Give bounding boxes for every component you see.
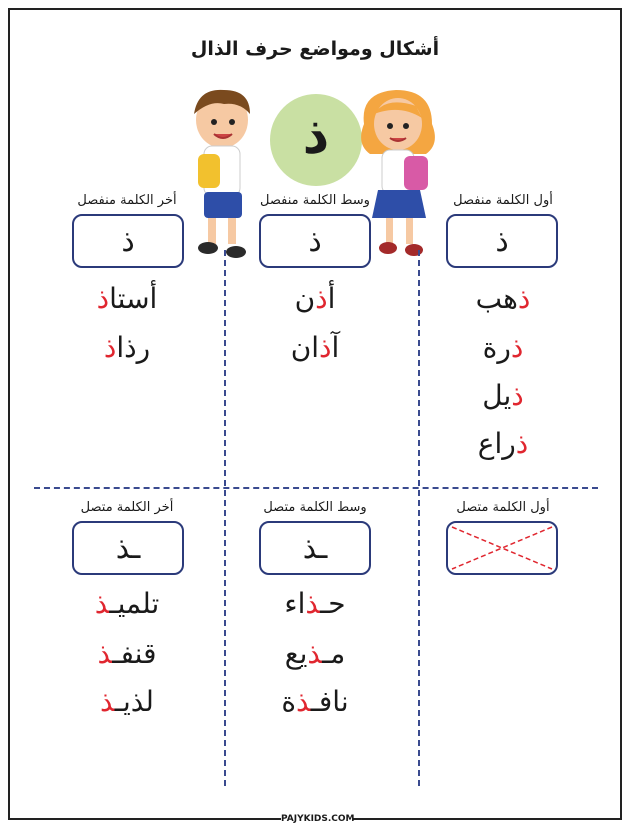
word-first-separate-4: ذراع [477, 427, 529, 460]
label-middle-connected: وسط الكلمة متصل [263, 500, 367, 515]
word-last-connected-2: قنفـذ [97, 637, 157, 670]
word-last-connected-1: تلميـذ [94, 587, 160, 620]
page-title: أشكال ومواضع حرف الذال [190, 38, 440, 60]
column-divider-left [224, 250, 226, 786]
label-middle-separate: وسط الكلمة منفصل [260, 193, 370, 208]
box-middle-connected: ـذ [259, 521, 371, 575]
word-last-separate-2: رذاذ [103, 331, 151, 364]
box-last-separate: ذ [72, 214, 184, 268]
word-first-separate-3: ذيل [482, 379, 524, 412]
cross-mark-icon [448, 523, 556, 573]
column-divider-right [418, 250, 420, 786]
boy-illustration [180, 84, 260, 262]
word-middle-connected-1: حـذاء [284, 587, 346, 620]
word-last-separate-1: أستاذ [96, 282, 158, 315]
label-first-separate: أول الكلمة منفصل [453, 193, 553, 208]
label-last-connected: أخر الكلمة متصل [80, 500, 174, 515]
word-first-separate-2: ذرة [482, 331, 524, 364]
box-first-separate: ذ [446, 214, 558, 268]
box-last-connected: ـذ [72, 521, 184, 575]
word-first-separate-1: ذهب [475, 282, 531, 315]
box-first-connected-crossed [446, 521, 558, 575]
word-middle-connected-2: مـذيع [284, 637, 346, 670]
label-last-separate: أخر الكلمة منفصل [77, 193, 177, 208]
row-divider [34, 487, 598, 489]
word-middle-separate-1: أذن [294, 282, 336, 315]
label-first-connected: أول الكلمة متصل [456, 500, 550, 515]
footer-site: PAJYKIDS.COM [281, 814, 355, 824]
letter-circle: ذ [270, 94, 362, 186]
word-last-connected-3: لذيـذ [100, 685, 154, 718]
box-middle-separate: ذ [259, 214, 371, 268]
word-middle-connected-3: نافـذة [281, 685, 349, 718]
word-middle-separate-2: آذان [290, 331, 340, 364]
